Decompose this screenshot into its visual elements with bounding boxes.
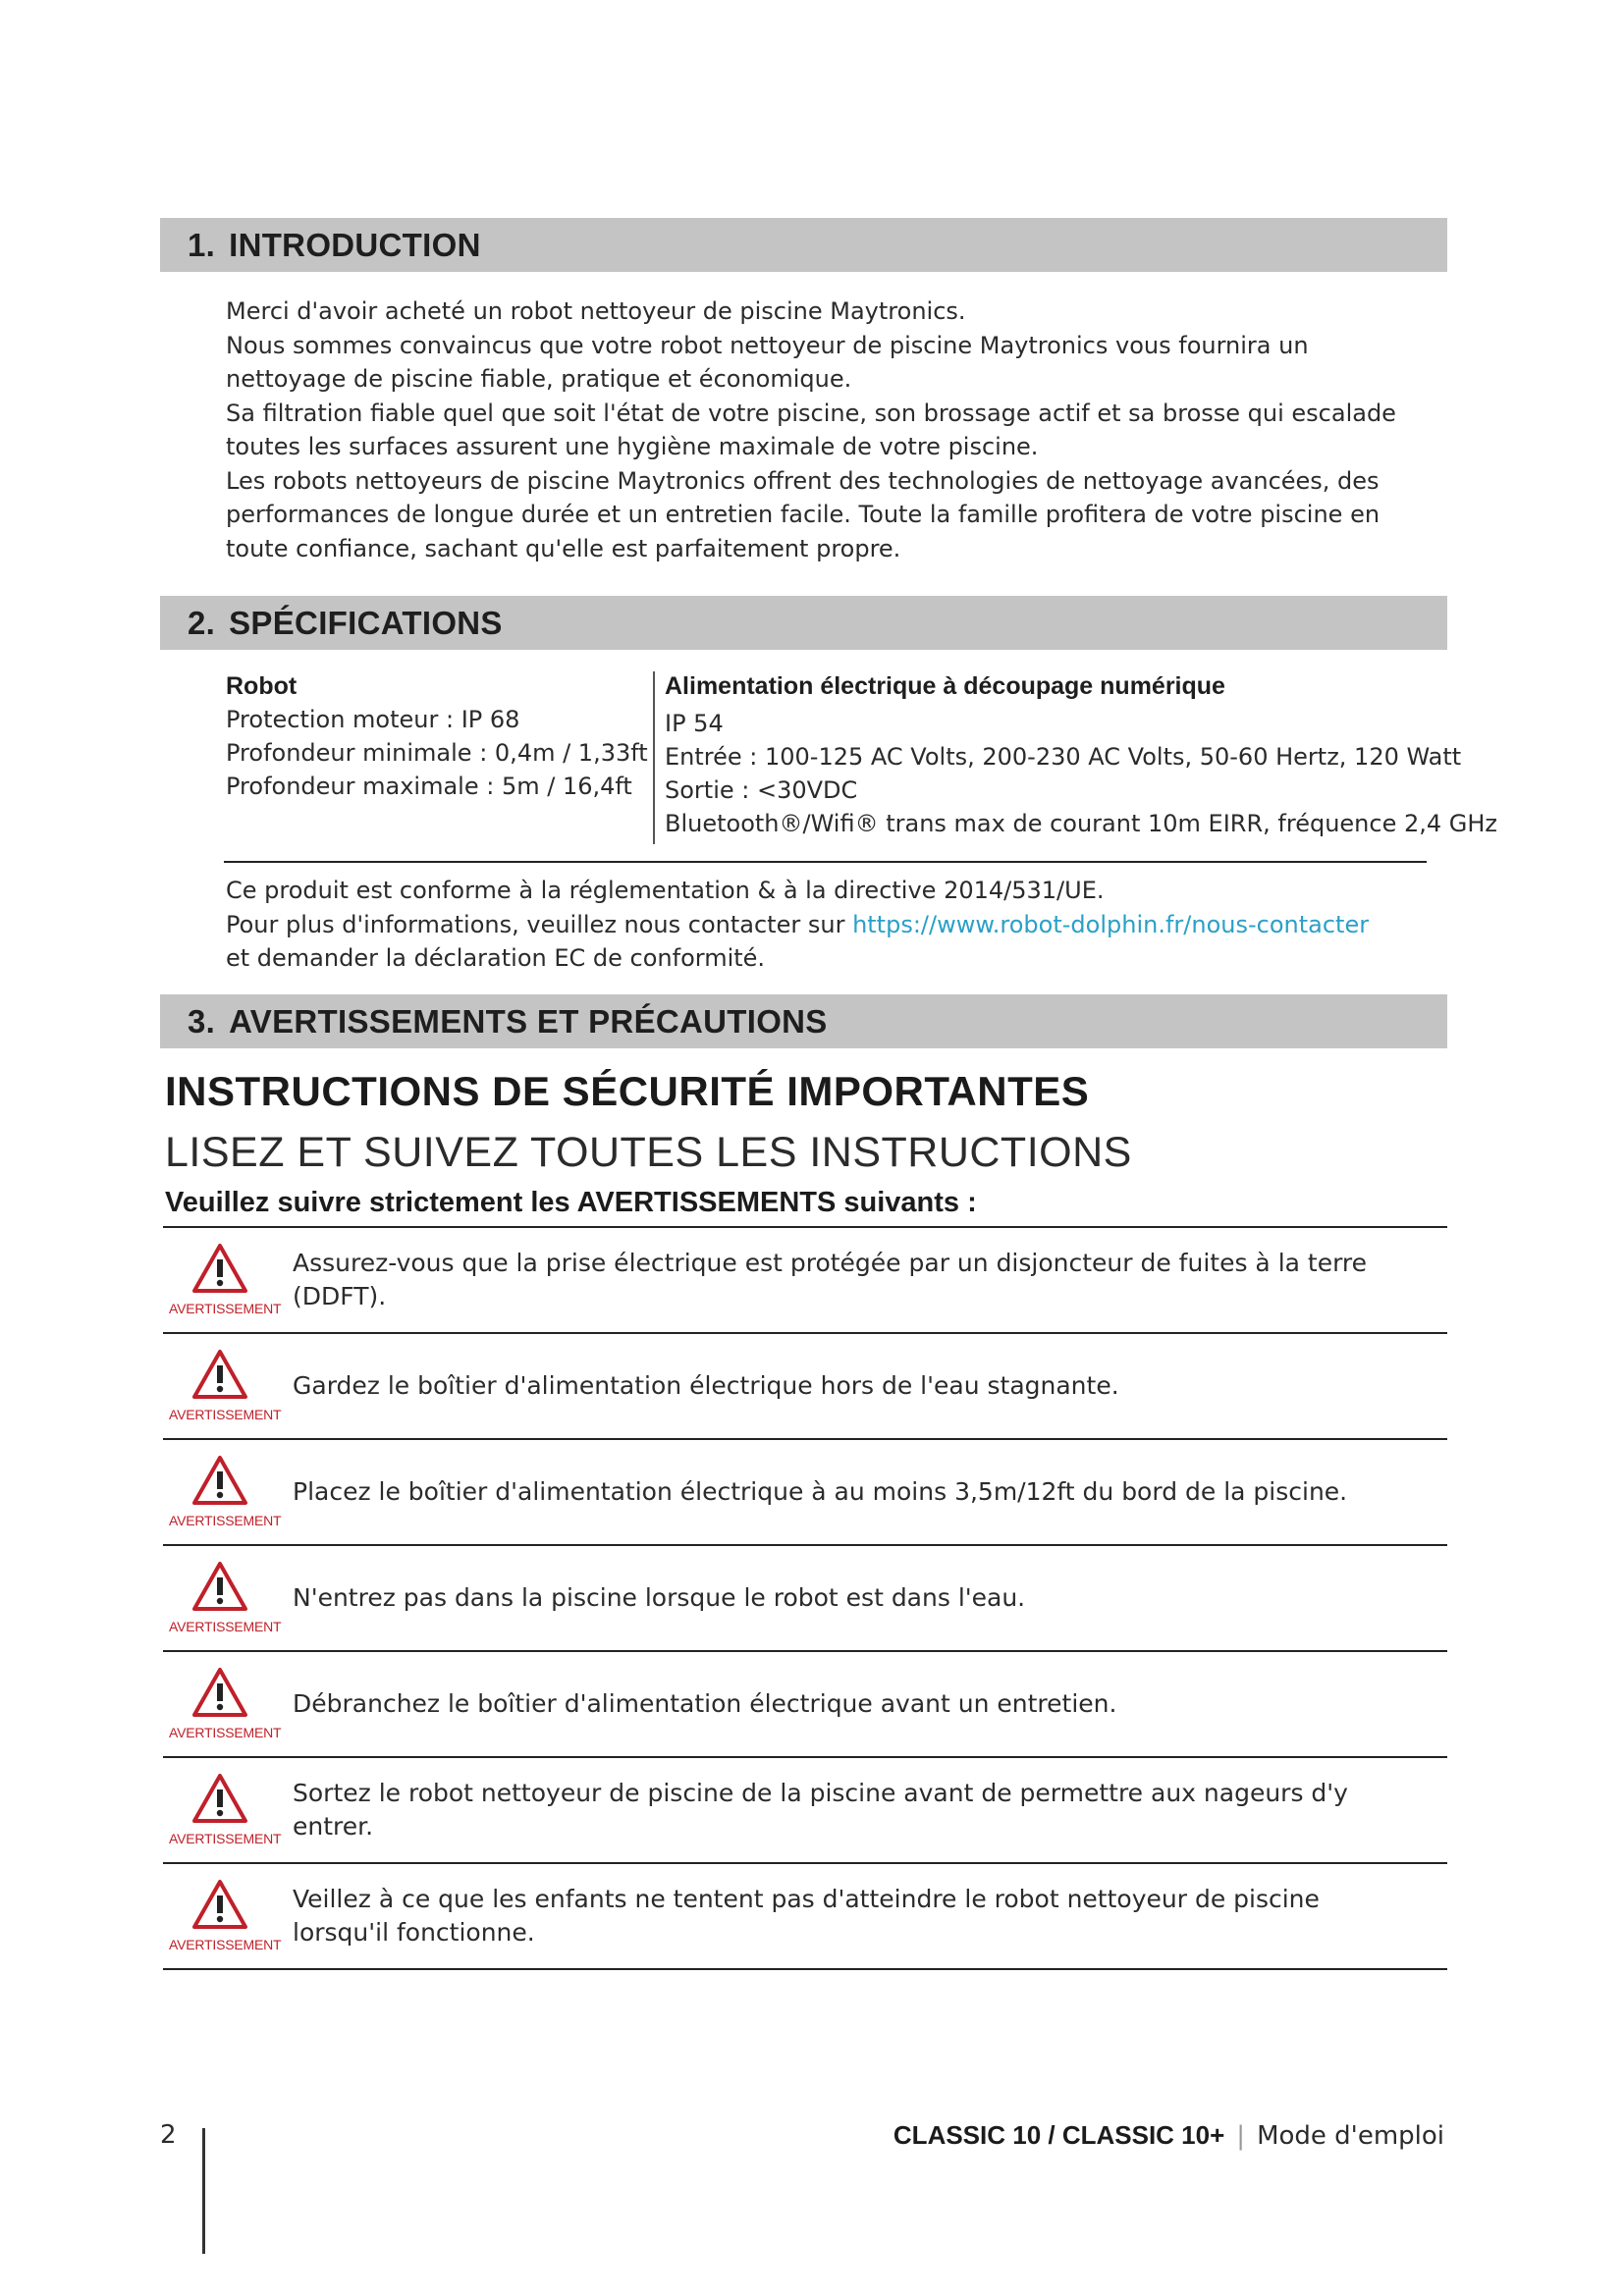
robot-spec-line: Protection moteur : IP 68 bbox=[226, 706, 520, 733]
warning-label: AVERTISSEMENT bbox=[169, 1619, 282, 1634]
power-spec-line: IP 54 bbox=[665, 710, 724, 737]
footer-model bbox=[893, 2120, 1444, 2151]
warning-row bbox=[163, 1228, 1447, 1332]
warning-row bbox=[163, 1546, 1447, 1650]
warning-triangle-icon bbox=[190, 1772, 249, 1825]
warning-row bbox=[163, 1334, 1447, 1438]
warning-label: AVERTISSEMENT bbox=[169, 1407, 282, 1422]
robot-specs bbox=[226, 669, 648, 803]
intro-line: Les robots nettoyeurs de piscine Maytronics offrent des technologies de nettoyage avancées, des bbox=[226, 466, 1380, 495]
intro-line: Merci d'avoir acheté un robot nettoyeur de piscine Maytronics. bbox=[226, 297, 966, 325]
model-name: CLASSIC 10 / CLASSIC 10+ bbox=[893, 2120, 1225, 2150]
warning-triangle-icon bbox=[190, 1878, 249, 1931]
section-header-specifications bbox=[160, 596, 1447, 650]
intro-line: toute confiance, sachant qu'elle est parfaitement propre. bbox=[226, 534, 901, 562]
section-title: AVERTISSEMENTS ET PRÉCAUTIONS bbox=[229, 1002, 828, 1040]
warning-label: AVERTISSEMENT bbox=[169, 1513, 282, 1528]
power-supply-specs bbox=[665, 669, 1497, 840]
intro-line: toutes les surfaces assurent une hygiène maximale de votre piscine. bbox=[226, 433, 1039, 460]
warning-text: Veillez à ce que les enfants ne tentent pas d'atteindre le robot nettoyeur de piscine lorsqu'il fonctionne. bbox=[293, 1885, 1320, 1947]
conformity-text bbox=[226, 874, 1424, 976]
section-header-warnings bbox=[160, 994, 1447, 1048]
warning-triangle-icon bbox=[190, 1666, 249, 1719]
power-spec-line: Sortie : <30VDC bbox=[665, 776, 858, 804]
contact-link[interactable]: https://www.robot-dolphin.fr/nous-contacter bbox=[852, 910, 1370, 938]
introduction-text bbox=[226, 294, 1424, 565]
warning-text: Gardez le boîtier d'alimentation électrique hors de l'eau stagnante. bbox=[293, 1371, 1119, 1400]
page-number: 2 bbox=[160, 2120, 177, 2150]
robot-spec-line: Profondeur minimale : 0,4m / 1,33ft bbox=[226, 739, 648, 767]
conformity-line: Ce produit est conforme à la réglementation & à la directive 2014/531/UE. bbox=[226, 877, 1105, 904]
conformity-line bbox=[226, 908, 1424, 942]
section-number: 3. bbox=[188, 1002, 216, 1040]
intro-line: Nous sommes convaincus que votre robot nettoyeur de piscine Maytronics vous fournira un bbox=[226, 331, 1309, 359]
warning-divider bbox=[163, 1968, 1447, 1970]
warning-row bbox=[163, 1652, 1447, 1756]
warning-label: AVERTISSEMENT bbox=[169, 1831, 282, 1846]
safety-title: INSTRUCTIONS DE SÉCURITÉ IMPORTANTES bbox=[165, 1068, 1090, 1114]
warning-triangle-icon bbox=[190, 1348, 249, 1401]
warning-text: Débranchez le boîtier d'alimentation électrique avant un entretien. bbox=[293, 1689, 1117, 1718]
intro-line: nettoyage de piscine fiable, pratique et économique. bbox=[226, 365, 852, 393]
safety-subtitle: LISEZ ET SUIVEZ TOUTES LES INSTRUCTIONS bbox=[165, 1129, 1132, 1176]
power-spec-line: Entrée : 100-125 AC Volts, 200-230 AC Volts, 50-60 Hertz, 120 Watt bbox=[665, 743, 1462, 771]
robot-specs-title: Robot bbox=[226, 672, 298, 700]
warning-triangle-icon bbox=[190, 1242, 249, 1295]
warning-row bbox=[163, 1440, 1447, 1544]
section-number: 1. bbox=[188, 226, 216, 263]
section-header-introduction bbox=[160, 218, 1447, 272]
follow-warnings-line: Veuillez suivre strictement les AVERTISSEMENTS suivants : bbox=[165, 1187, 977, 1218]
warning-text: N'entrez pas dans la piscine lorsque le robot est dans l'eau. bbox=[293, 1583, 1026, 1612]
spec-divider-rule bbox=[224, 861, 1427, 863]
warning-text: Sortez le robot nettoyeur de piscine de la piscine avant de permettre aux nageurs d'y entrer. bbox=[293, 1779, 1348, 1841]
warning-row bbox=[163, 1758, 1447, 1862]
section-title: SPÉCIFICATIONS bbox=[229, 604, 503, 641]
section-number: 2. bbox=[188, 604, 216, 641]
doc-type: Mode d'emploi bbox=[1257, 2121, 1444, 2151]
footer-separator: | bbox=[1236, 2121, 1246, 2151]
warning-text: Placez le boîtier d'alimentation électrique à au moins 3,5m/12ft du bord de la piscine. bbox=[293, 1477, 1348, 1506]
warning-label: AVERTISSEMENT bbox=[169, 1937, 282, 1952]
warning-triangle-icon bbox=[190, 1454, 249, 1507]
warning-text: Assurez-vous que la prise électrique est protégée par un disjoncteur de fuites à la terre (DDFT). bbox=[293, 1249, 1368, 1310]
footer-bar bbox=[202, 2128, 205, 2254]
warning-row bbox=[163, 1864, 1447, 1968]
power-specs-title: Alimentation électrique à découpage numérique bbox=[665, 672, 1225, 700]
intro-line: performances de longue durée et un entretien facile. Toute la famille profitera de votre piscine en bbox=[226, 501, 1380, 528]
intro-line: Sa filtration fiable quel que soit l'état de votre piscine, son brossage actif et sa brosse qui escalade bbox=[226, 399, 1396, 427]
power-spec-line: Bluetooth®/Wifi® trans max de courant 10m EIRR, fréquence 2,4 GHz bbox=[665, 810, 1498, 837]
warning-label: AVERTISSEMENT bbox=[169, 1301, 282, 1316]
conformity-line: et demander la déclaration EC de conformité. bbox=[226, 944, 766, 972]
warning-label: AVERTISSEMENT bbox=[169, 1725, 282, 1740]
conformity-contact-text: Pour plus d'informations, veuillez nous contacter sur bbox=[226, 910, 853, 938]
robot-spec-line: Profondeur maximale : 5m / 16,4ft bbox=[226, 773, 632, 800]
spec-column-divider bbox=[653, 671, 655, 844]
section-title: INTRODUCTION bbox=[229, 226, 481, 263]
warning-triangle-icon bbox=[190, 1560, 249, 1613]
